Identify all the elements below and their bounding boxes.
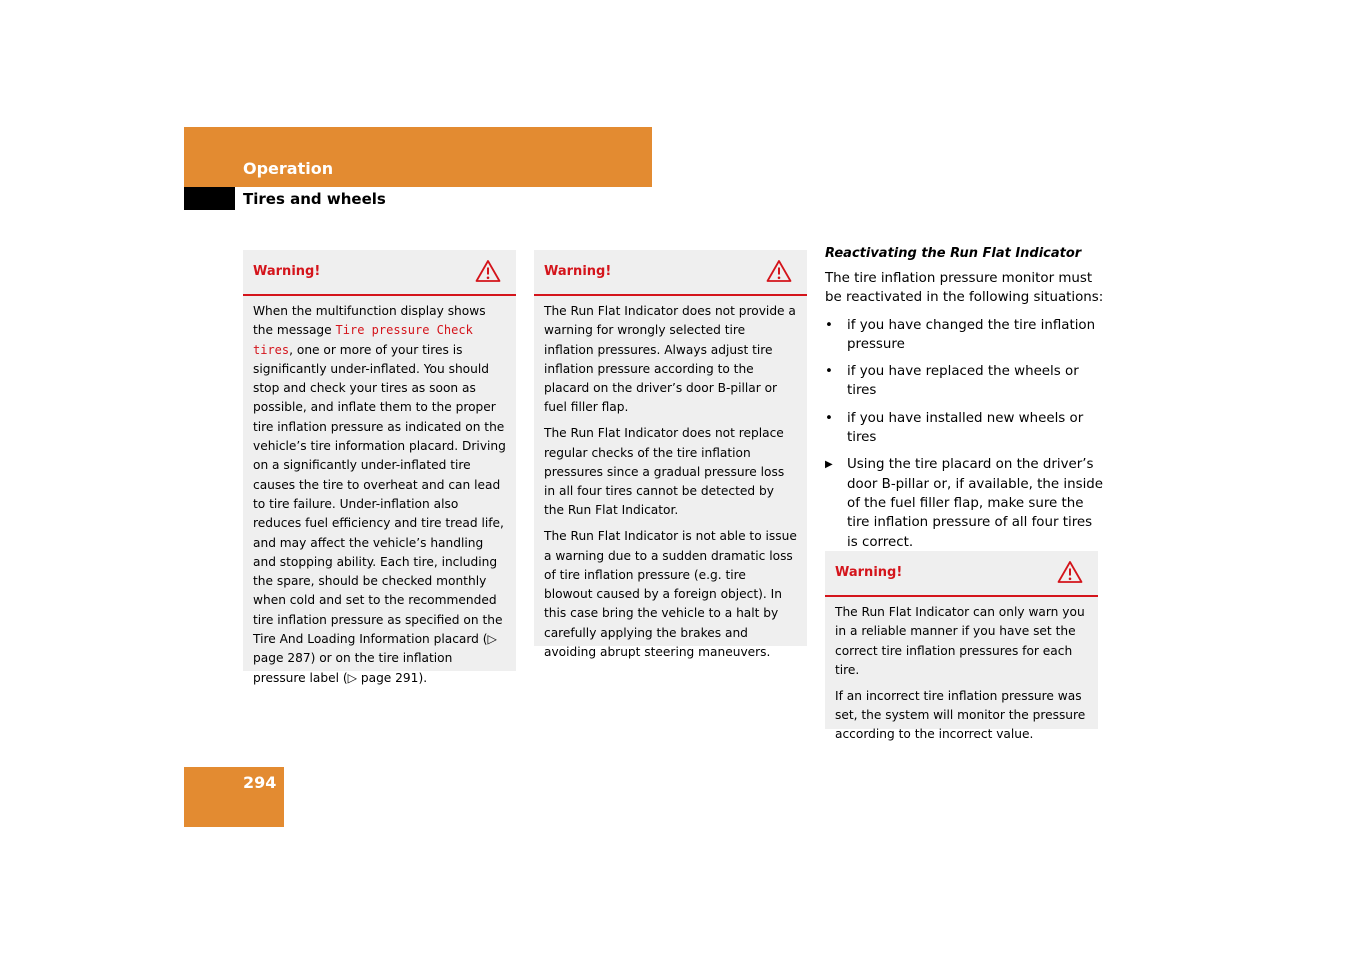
warning-paragraph: If an incorrect tire inflation pressure was set, the system will monitor the pressure according to the incorrect value. (835, 688, 1086, 742)
text-run: , one or more of your tires is significantly under-inflated. You should stop and check your tires as soon as possible, and inflate them to the proper tire inflation pressure as indicated on the vehicle’s tire information placard. Driving on a significantly under-inflated tire causes the tire to overheat and can lead to tire failure. Under-inflation also reduces fuel efficiency and tire tread life, and may affect the vehicle’s handling and stopping ability. Each tire, including the spare, should be checked monthly when cold and set to the recommended tire inflation pressure as specified on the Tire And Loading Information placard (▷ page 287) or on the tire inflation pressure label (▷ page 291). (253, 342, 506, 685)
step-arrow-icon: ▶ (825, 459, 833, 471)
warning-label: Warning! (835, 565, 903, 580)
subsection-title: Tires and wheels (243, 190, 386, 208)
warning-label: Warning! (253, 264, 321, 279)
warning-body (534, 296, 807, 670)
step-text: Using the tire placard on the driver’s door B-pillar or, if available, the inside of the fuel filler flap, make sure the tire inflation pressure of all four tires is correct. (847, 457, 1104, 550)
warning-paragraph: The Run Flat Indicator is not able to issue a warning due to a sudden dramatic loss of tire inflation pressure (e.g. tire blowout caused by a foreign object). In this case bring the vehicle to a halt by carefully applying the brakes and avoiding abrupt steering maneuvers. (544, 529, 797, 660)
section-title: Operation (243, 159, 334, 178)
warning-triangle-icon (766, 259, 792, 283)
warning-box-3 (825, 551, 1098, 742)
warning-header (243, 250, 516, 296)
warning-triangle-icon (475, 259, 501, 283)
warning-box-2 (534, 250, 807, 660)
warning-paragraph (253, 302, 506, 688)
warning-header (825, 551, 1098, 597)
warning-paragraph: The Run Flat Indicator does not replace regular checks of the tire inflation pressures since a gradual pressure loss in all four tires cannot be detected by the Run Flat Indicator. (544, 426, 785, 518)
reactivating-heading: Reactivating the Run Flat Indicator (825, 246, 1082, 261)
reactivating-intro: The tire inflation pressure monitor must be reactivated in the following situations: (825, 271, 1104, 306)
warning-paragraph: The Run Flat Indicator can only warn you in a reliable manner if you have set the correct tire inflation pressures for each tire. (835, 605, 1085, 677)
warning-label: Warning! (544, 264, 612, 279)
list-item (825, 316, 1105, 355)
warning-body (243, 296, 516, 696)
bullet-marker: • (825, 364, 833, 380)
situation-list (825, 316, 1105, 552)
bullet-marker: • (825, 410, 833, 426)
display-message: Tire pressure Check tires (253, 323, 473, 357)
warning-paragraph: The Run Flat Indicator does not provide a warning for wrongly selected tire inflation pressures. Always adjust tire inflation pressure according to the placard on the driver’s door B-pillar or fuel filler flap. (544, 304, 796, 415)
warning-header (534, 250, 807, 296)
instruction-step (825, 455, 1105, 551)
warning-body (825, 597, 1098, 753)
bullet-marker: • (825, 317, 833, 333)
list-item-text: if you have changed the tire inflation pressure (847, 317, 1096, 352)
text-run: When the multifunction display shows the message (253, 304, 486, 338)
list-item (825, 362, 1105, 401)
section-marker (184, 187, 235, 210)
reactivating-section (825, 246, 1105, 560)
list-item-text: if you have replaced the wheels or tires (847, 364, 1079, 399)
header-bar (184, 127, 652, 187)
warning-triangle-icon (1057, 560, 1083, 584)
page-number: 294 (243, 773, 277, 792)
list-item (825, 409, 1105, 448)
warning-box-1 (243, 250, 516, 685)
list-item-text: if you have installed new wheels or tires (847, 410, 1084, 446)
